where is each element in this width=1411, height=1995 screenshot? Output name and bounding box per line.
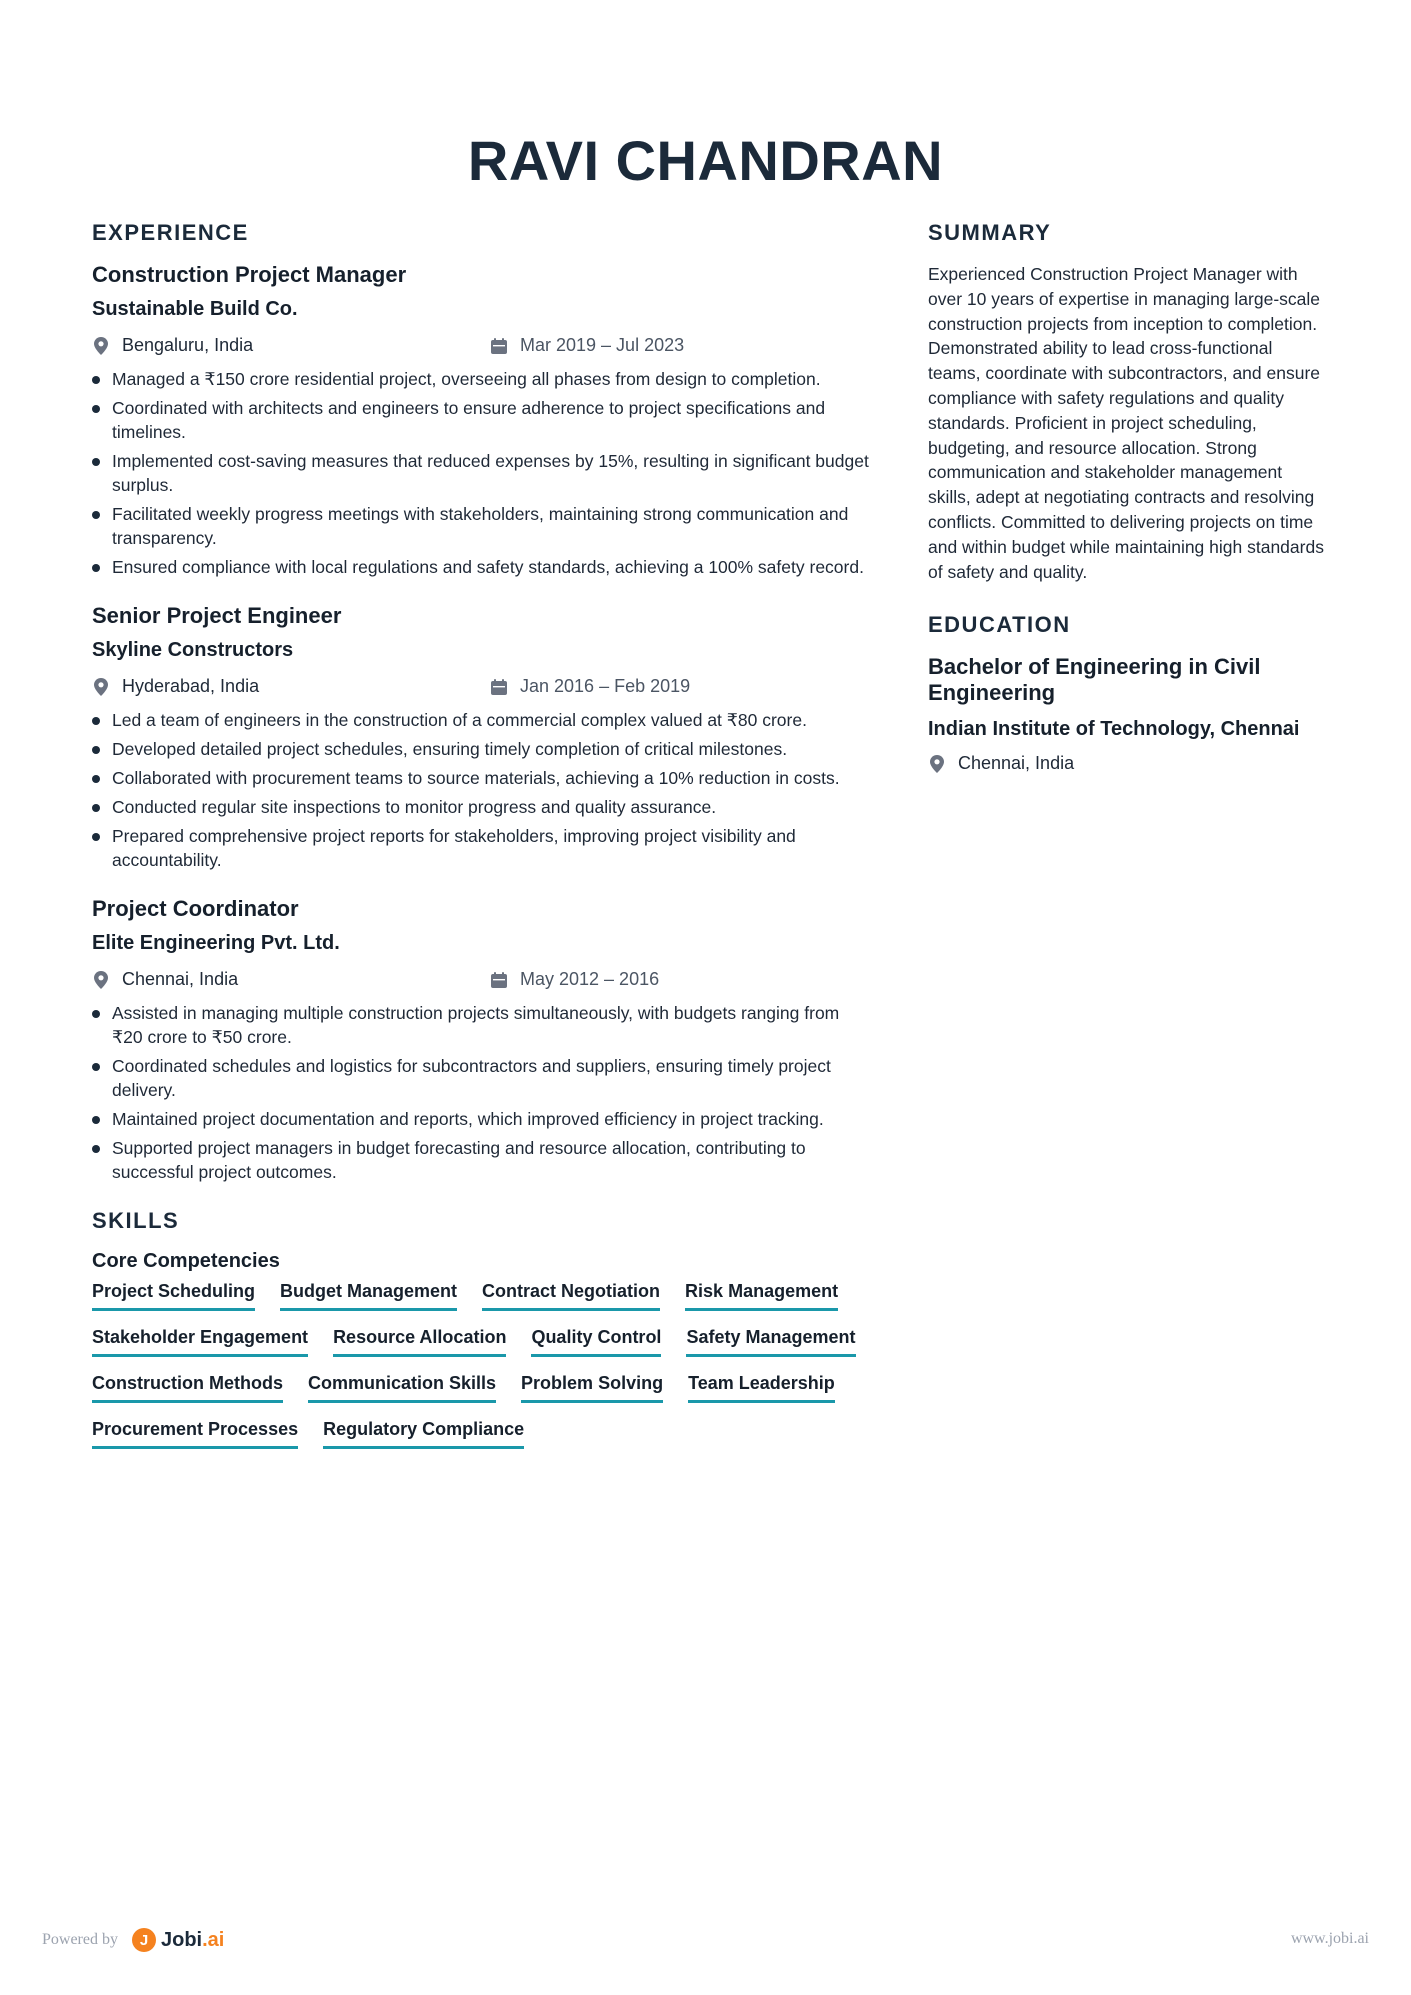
skill-tag: Stakeholder Engagement — [92, 1327, 308, 1357]
job-location — [92, 676, 259, 697]
jobi-logo-icon: J — [132, 1928, 156, 1952]
skill-tag: Communication Skills — [308, 1373, 496, 1403]
job-bullet-text: Ensured compliance with local regulations and safety standards, achieving a 100% safety record. — [112, 557, 864, 577]
summary-heading: SUMMARY — [928, 220, 1052, 245]
job-bullet — [92, 367, 872, 391]
skill-tag: Project Scheduling — [92, 1281, 255, 1311]
job-bullet-text: Collaborated with procurement teams to source materials, achieving a 10% reduction in costs. — [112, 768, 840, 788]
job-bullets — [92, 708, 872, 872]
job-dates — [490, 335, 684, 356]
jobs-list — [92, 262, 872, 1184]
job-location-text: Bengaluru, India — [122, 335, 254, 355]
jobi-brand-suffix: .ai — [202, 1928, 225, 1951]
company-name: Elite Engineering Pvt. Ltd. — [92, 932, 340, 954]
education-section — [928, 612, 1328, 774]
job-bullet-text: Prepared comprehensive project reports for stakeholders, improving project visibility and accountability. — [112, 826, 796, 870]
job-bullet — [92, 502, 872, 550]
job-bullet-text: Assisted in managing multiple construction projects simultaneously, with budgets ranging from ₹20 crore to ₹50 crore. — [112, 1003, 840, 1047]
experience-item — [92, 896, 872, 1184]
jobi-brand-main: Jobi — [160, 1928, 203, 1951]
footer-url[interactable]: www.jobi.ai — [1290, 1930, 1369, 1947]
job-bullet — [92, 824, 872, 872]
jobi-logo[interactable] — [132, 1928, 224, 1952]
job-bullets — [92, 1001, 872, 1184]
job-title: Construction Project Manager — [92, 262, 407, 287]
skill-tag: Budget Management — [280, 1281, 457, 1311]
bullet-dot-icon — [92, 564, 100, 572]
bullet-dot-icon — [92, 717, 100, 725]
job-bullet-text: Conducted regular site inspections to monitor progress and quality assurance. — [112, 797, 717, 817]
education-school: Indian Institute of Technology, Chennai — [928, 718, 1300, 741]
summary-text: Experienced Construction Project Manager with over 10 years of expertise in managing large-scale construction projects from inception to completion. Demonstrated ability to lead cross-functional teams, coordinate with subcontractors, and ensure compliance with safety regulations and quality standards. Proficient in project scheduling, budgeting, and resource allocation. Strong communication and stakeholder management skills, adept at negotiating contracts and resolving conflicts. Committed to delivering projects on time and within budget while maintaining high standards of safety and quality. — [928, 264, 1324, 582]
skills-heading: SKILLS — [92, 1208, 180, 1233]
job-meta — [92, 969, 872, 995]
job-bullet — [92, 766, 872, 790]
footer-powered-by — [42, 1928, 224, 1952]
calendar-icon — [490, 337, 508, 355]
education-location-text: Chennai, India — [958, 753, 1075, 774]
job-bullet — [92, 1107, 872, 1131]
bullet-dot-icon — [92, 833, 100, 841]
education-location — [928, 753, 1328, 774]
candidate-name: RAVI CHANDRAN — [467, 129, 944, 192]
experience-heading: EXPERIENCE — [92, 220, 249, 245]
job-bullet-text: Supported project managers in budget forecasting and resource allocation, contributing to successful project outcomes. — [112, 1138, 806, 1182]
job-dates-text: Mar 2019 – Jul 2023 — [520, 335, 685, 355]
skill-tag: Problem Solving — [521, 1373, 663, 1403]
skills-list — [92, 1281, 882, 1465]
location-pin-icon — [928, 754, 946, 774]
powered-by-text: Powered by — [42, 1931, 118, 1948]
summary-section — [928, 220, 1328, 584]
job-bullet-text: Managed a ₹150 crore residential project, overseeing all phases from design to completion. — [112, 369, 821, 389]
skill-tag: Regulatory Compliance — [323, 1419, 524, 1449]
jobi-logo-text — [161, 1929, 224, 1952]
job-dates-text: Jan 2016 – Feb 2019 — [520, 676, 691, 696]
bullet-dot-icon — [92, 405, 100, 413]
bullet-dot-icon — [92, 775, 100, 783]
location-pin-icon — [92, 677, 110, 697]
job-location — [92, 335, 253, 356]
job-bullet — [92, 1054, 872, 1102]
bullet-dot-icon — [92, 1063, 100, 1071]
job-meta — [92, 676, 872, 702]
job-bullet — [92, 555, 872, 579]
location-pin-icon — [92, 336, 110, 356]
bullet-dot-icon — [92, 1145, 100, 1153]
job-bullet — [92, 396, 872, 444]
experience-item — [92, 603, 872, 872]
company-name: Sustainable Build Co. — [92, 298, 298, 320]
job-dates — [490, 969, 659, 990]
skill-tag: Quality Control — [531, 1327, 661, 1357]
skill-tag: Risk Management — [685, 1281, 838, 1311]
skill-tag: Procurement Processes — [92, 1419, 298, 1449]
job-bullet — [92, 1136, 872, 1184]
job-title: Senior Project Engineer — [92, 603, 342, 628]
job-bullet — [92, 449, 872, 497]
experience-section — [92, 220, 872, 1184]
skill-tag: Resource Allocation — [333, 1327, 506, 1357]
job-bullet — [92, 708, 872, 732]
skills-section — [92, 1208, 872, 1465]
job-meta — [92, 335, 872, 361]
job-bullet-text: Coordinated schedules and logistics for subcontractors and suppliers, ensuring timely project delivery. — [112, 1056, 831, 1100]
bullet-dot-icon — [92, 804, 100, 812]
job-bullet — [92, 737, 872, 761]
skills-subtitle: Core Competencies — [92, 1250, 280, 1272]
job-bullets — [92, 367, 872, 579]
bullet-dot-icon — [92, 458, 100, 466]
job-bullet-text: Facilitated weekly progress meetings with stakeholders, maintaining strong communication and transparency. — [112, 504, 849, 548]
job-bullet-text: Led a team of engineers in the construction of a commercial complex valued at ₹80 crore. — [112, 710, 807, 730]
skill-tag: Construction Methods — [92, 1373, 283, 1403]
bullet-dot-icon — [92, 511, 100, 519]
left-column — [92, 220, 872, 1465]
job-bullet-text: Developed detailed project schedules, ensuring timely completion of critical milestones. — [112, 739, 788, 759]
education-heading: EDUCATION — [928, 612, 1071, 638]
bullet-dot-icon — [92, 1116, 100, 1124]
job-title: Project Coordinator — [92, 896, 299, 921]
education-degree: Bachelor of Engineering in Civil Engineering — [928, 654, 1261, 706]
job-location-text: Hyderabad, India — [122, 676, 260, 696]
bullet-dot-icon — [92, 376, 100, 384]
job-bullet — [92, 1001, 872, 1049]
bullet-dot-icon — [92, 1010, 100, 1018]
location-pin-icon — [92, 970, 110, 990]
calendar-icon — [490, 678, 508, 696]
job-bullet-text: Coordinated with architects and engineers to ensure adherence to project specifications and timelines. — [112, 398, 826, 442]
job-bullet-text: Implemented cost-saving measures that reduced expenses by 15%, resulting in significant budget surplus. — [112, 451, 869, 495]
right-column — [928, 220, 1328, 774]
experience-item — [92, 262, 872, 579]
calendar-icon — [490, 971, 508, 989]
job-bullet-text: Maintained project documentation and reports, which improved efficiency in project tracking. — [112, 1109, 824, 1129]
skill-tag: Contract Negotiation — [482, 1281, 660, 1311]
job-location — [92, 969, 238, 990]
skill-tag: Team Leadership — [688, 1373, 835, 1403]
skill-tag: Safety Management — [686, 1327, 855, 1357]
job-bullet — [92, 795, 872, 819]
bullet-dot-icon — [92, 746, 100, 754]
company-name: Skyline Constructors — [92, 639, 294, 661]
job-dates-text: May 2012 – 2016 — [520, 969, 660, 989]
job-dates — [490, 676, 690, 697]
job-location-text: Chennai, India — [122, 969, 239, 989]
